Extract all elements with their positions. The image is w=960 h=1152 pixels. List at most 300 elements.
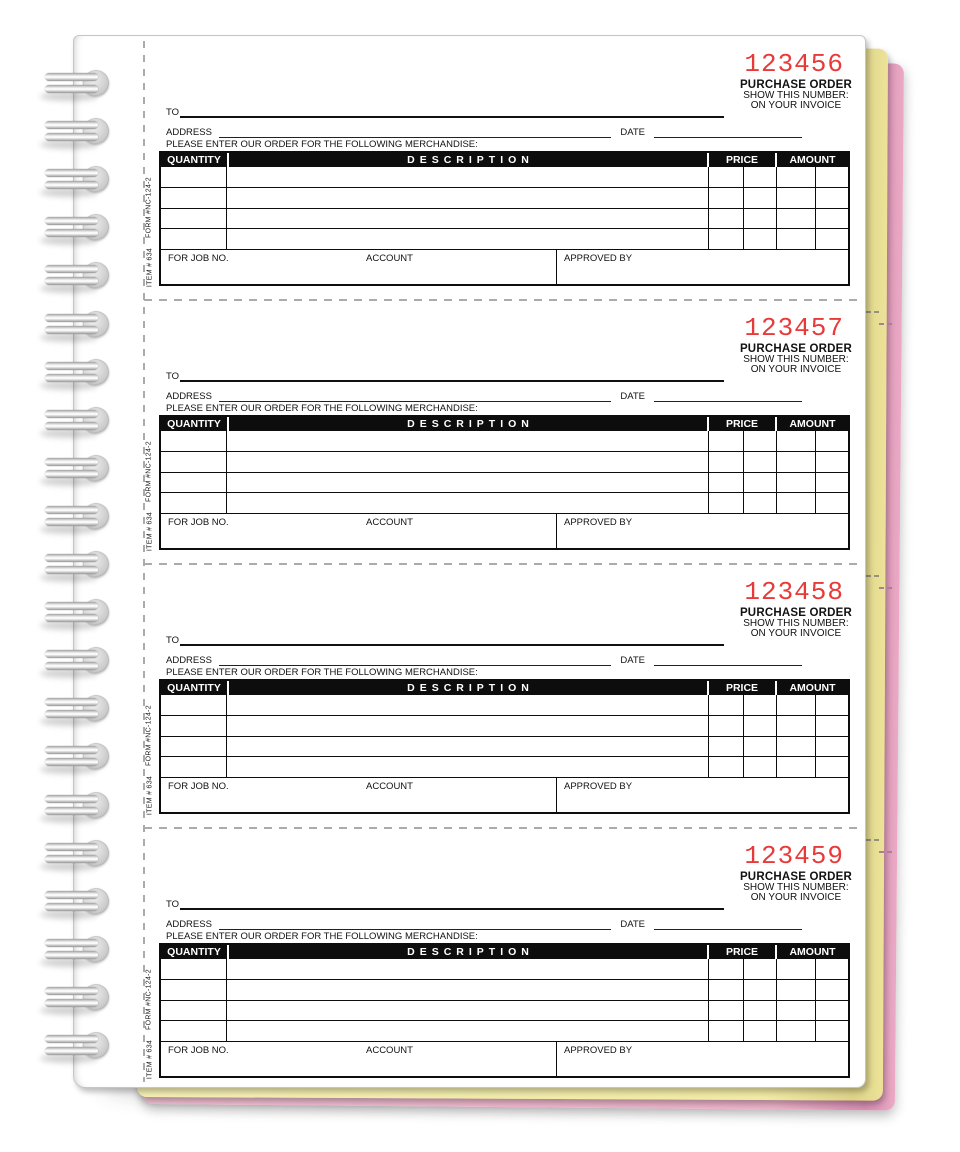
coil-wire bbox=[45, 458, 98, 466]
spiral-coil bbox=[45, 935, 111, 965]
coil-wire bbox=[45, 133, 98, 141]
perforation-mark-pink bbox=[879, 851, 892, 853]
to-row bbox=[166, 897, 724, 910]
amount-cents-cell bbox=[816, 980, 848, 1000]
show-number-line: SHOW THIS NUMBER: bbox=[743, 881, 849, 893]
quantity-column-header: QUANTITY bbox=[161, 945, 227, 959]
date-blank-line bbox=[654, 389, 802, 402]
coil-wire bbox=[45, 710, 98, 718]
amount-dollars-cell bbox=[777, 229, 816, 249]
price-dollars-cell bbox=[709, 188, 744, 208]
form-number: 123457 bbox=[744, 313, 844, 343]
show-number-line: SHOW THIS NUMBER: bbox=[743, 89, 849, 101]
coil-wire bbox=[45, 891, 98, 899]
table-row bbox=[161, 980, 848, 1001]
amount-cents-cell bbox=[816, 188, 848, 208]
amount-cents-cell bbox=[816, 1021, 848, 1041]
description-cell bbox=[227, 959, 709, 979]
job-account-cell bbox=[161, 250, 557, 284]
quantity-cell bbox=[161, 229, 227, 249]
spiral-coil bbox=[45, 310, 111, 340]
coil-wire bbox=[45, 326, 98, 334]
price-cents-cell bbox=[744, 959, 777, 979]
amount-cents-cell bbox=[816, 229, 848, 249]
on-invoice-line: ON YOUR INVOICE bbox=[750, 892, 842, 903]
spiral-coil bbox=[45, 165, 111, 195]
approved-by-cell bbox=[557, 1042, 848, 1076]
to-blank-line bbox=[180, 103, 724, 118]
amount-cents-cell bbox=[816, 493, 848, 513]
quantity-cell bbox=[161, 473, 227, 493]
approved-by-cell bbox=[557, 778, 848, 812]
account-label: ACCOUNT bbox=[366, 517, 413, 528]
purchase-order-title: PURCHASE ORDER bbox=[739, 79, 852, 91]
amount-cents-cell bbox=[816, 757, 848, 777]
description-column-header: DESCRIPTION bbox=[229, 945, 707, 959]
price-column-header: PRICE bbox=[709, 153, 775, 167]
coil-wire bbox=[45, 470, 98, 478]
amount-cents-cell bbox=[816, 167, 848, 187]
quantity-cell bbox=[161, 1021, 227, 1041]
coil-wire bbox=[45, 566, 98, 574]
to-label: TO bbox=[166, 371, 180, 382]
amount-dollars-cell bbox=[777, 757, 816, 777]
price-dollars-cell bbox=[709, 959, 744, 979]
date-blank-line bbox=[654, 125, 802, 138]
price-cents-cell bbox=[744, 695, 777, 715]
address-row bbox=[166, 126, 802, 138]
order-table-header bbox=[161, 153, 848, 167]
amount-cents-cell bbox=[816, 1001, 848, 1021]
coil-wire bbox=[45, 746, 98, 754]
price-dollars-cell bbox=[709, 229, 744, 249]
form-number: 123456 bbox=[744, 49, 844, 79]
order-table bbox=[159, 943, 850, 1078]
amount-dollars-cell bbox=[777, 431, 816, 451]
form-code-vertical: FORM #NC-124-2 bbox=[145, 705, 153, 766]
order-table-footer bbox=[161, 514, 848, 548]
show-number-line: SHOW THIS NUMBER: bbox=[743, 353, 849, 365]
purchase-order-form-1 bbox=[74, 36, 865, 300]
approved-by-label: APPROVED BY bbox=[564, 781, 633, 792]
date-label: DATE bbox=[620, 655, 645, 666]
description-cell bbox=[227, 431, 709, 451]
table-row bbox=[161, 431, 848, 452]
table-row bbox=[161, 737, 848, 758]
description-cell bbox=[227, 493, 709, 513]
coil-wire bbox=[45, 650, 98, 658]
address-label: ADDRESS bbox=[166, 919, 212, 930]
amount-dollars-cell bbox=[777, 188, 816, 208]
coil-wire bbox=[45, 85, 98, 93]
description-cell bbox=[227, 209, 709, 229]
form-code-vertical: FORM #NC-124-2 bbox=[145, 441, 153, 502]
description-cell bbox=[227, 737, 709, 757]
item-code-vertical: ITEM # 634 bbox=[146, 1039, 154, 1080]
account-label: ACCOUNT bbox=[366, 1045, 413, 1056]
description-cell bbox=[227, 1001, 709, 1021]
form-number: 123458 bbox=[744, 577, 844, 607]
approved-by-label: APPROVED BY bbox=[564, 517, 633, 528]
account-label: ACCOUNT bbox=[366, 781, 413, 792]
item-code-vertical: ITEM # 634 bbox=[146, 247, 154, 288]
table-row bbox=[161, 167, 848, 188]
purchase-order-form-4 bbox=[74, 828, 865, 1092]
address-label: ADDRESS bbox=[166, 127, 212, 138]
instruction-text: PLEASE ENTER OUR ORDER FOR THE FOLLOWING MERCHANDISE: bbox=[166, 667, 478, 678]
description-cell bbox=[227, 473, 709, 493]
coil-wire bbox=[45, 614, 98, 622]
amount-cents-cell bbox=[816, 431, 848, 451]
amount-cents-cell bbox=[816, 209, 848, 229]
amount-dollars-cell bbox=[777, 209, 816, 229]
spiral-coil bbox=[45, 117, 111, 147]
white-top-sheet bbox=[73, 35, 866, 1088]
quantity-column-header: QUANTITY bbox=[161, 681, 227, 695]
order-table-body bbox=[161, 695, 848, 778]
quantity-cell bbox=[161, 209, 227, 229]
coil-wire bbox=[45, 758, 98, 766]
date-blank-line bbox=[654, 917, 802, 930]
amount-dollars-cell bbox=[777, 737, 816, 757]
date-label: DATE bbox=[620, 391, 645, 402]
price-dollars-cell bbox=[709, 737, 744, 757]
amount-dollars-cell bbox=[777, 167, 816, 187]
description-cell bbox=[227, 167, 709, 187]
purchase-order-form-2 bbox=[74, 300, 865, 564]
instruction-text: PLEASE ENTER OUR ORDER FOR THE FOLLOWING MERCHANDISE: bbox=[166, 931, 478, 942]
quantity-cell bbox=[161, 980, 227, 1000]
spiral-coil bbox=[45, 358, 111, 388]
address-label: ADDRESS bbox=[166, 655, 212, 666]
coil-wire bbox=[45, 518, 98, 526]
perforation-mark-pink bbox=[879, 587, 892, 589]
to-blank-line bbox=[180, 895, 724, 910]
coil-wire bbox=[45, 855, 98, 863]
description-column-header: DESCRIPTION bbox=[229, 417, 707, 431]
for-job-no-label: FOR JOB NO. bbox=[168, 1045, 229, 1056]
amount-dollars-cell bbox=[777, 959, 816, 979]
description-cell bbox=[227, 188, 709, 208]
address-blank-line bbox=[219, 125, 611, 138]
for-job-no-label: FOR JOB NO. bbox=[168, 781, 229, 792]
on-invoice-line: ON YOUR INVOICE bbox=[750, 100, 842, 111]
spiral-coil bbox=[45, 983, 111, 1013]
price-cents-cell bbox=[744, 1021, 777, 1041]
price-cents-cell bbox=[744, 980, 777, 1000]
spiral-coil bbox=[45, 887, 111, 917]
coil-wire bbox=[45, 422, 98, 430]
description-cell bbox=[227, 452, 709, 472]
coil-wire bbox=[45, 314, 98, 322]
to-row bbox=[166, 105, 724, 118]
order-table bbox=[159, 415, 850, 550]
perforation-mark-yellow bbox=[866, 575, 879, 577]
coil-wire bbox=[45, 999, 98, 1007]
form-title-block bbox=[740, 344, 852, 376]
price-dollars-cell bbox=[709, 1001, 744, 1021]
job-account-cell bbox=[161, 514, 557, 548]
perforation-line-horizontal bbox=[144, 563, 863, 565]
for-job-no-label: FOR JOB NO. bbox=[168, 517, 229, 528]
price-cents-cell bbox=[744, 452, 777, 472]
approved-by-cell bbox=[557, 250, 848, 284]
stub-perforation-line-vertical bbox=[143, 41, 145, 1082]
price-column-header: PRICE bbox=[709, 945, 775, 959]
amount-cents-cell bbox=[816, 452, 848, 472]
quantity-cell bbox=[161, 757, 227, 777]
price-dollars-cell bbox=[709, 167, 744, 187]
coil-wire bbox=[45, 217, 98, 225]
spiral-coil bbox=[45, 502, 111, 532]
spiral-coil bbox=[45, 1031, 111, 1061]
price-dollars-cell bbox=[709, 493, 744, 513]
table-row bbox=[161, 716, 848, 737]
date-label: DATE bbox=[620, 127, 645, 138]
quantity-cell bbox=[161, 1001, 227, 1021]
description-cell bbox=[227, 229, 709, 249]
description-column-header: DESCRIPTION bbox=[229, 153, 707, 167]
perforation-line-horizontal bbox=[144, 299, 863, 301]
to-blank-line bbox=[180, 631, 724, 646]
quantity-cell bbox=[161, 737, 227, 757]
quantity-column-header: QUANTITY bbox=[161, 153, 227, 167]
table-row bbox=[161, 757, 848, 778]
price-cents-cell bbox=[744, 473, 777, 493]
price-column-header: PRICE bbox=[709, 417, 775, 431]
coil-wire bbox=[45, 951, 98, 959]
amount-cents-cell bbox=[816, 473, 848, 493]
table-row bbox=[161, 473, 848, 494]
spiral-coil bbox=[45, 550, 111, 580]
amount-dollars-cell bbox=[777, 695, 816, 715]
on-invoice-line: ON YOUR INVOICE bbox=[750, 628, 842, 639]
perforation-mark-yellow bbox=[866, 839, 879, 841]
amount-cents-cell bbox=[816, 959, 848, 979]
quantity-cell bbox=[161, 493, 227, 513]
spiral-coil bbox=[45, 598, 111, 628]
on-invoice-line: ON YOUR INVOICE bbox=[750, 364, 842, 375]
to-label: TO bbox=[166, 635, 180, 646]
quantity-cell bbox=[161, 452, 227, 472]
quantity-cell bbox=[161, 431, 227, 451]
purchase-order-title: PURCHASE ORDER bbox=[739, 871, 852, 883]
coil-wire bbox=[45, 903, 98, 911]
perforation-mark-yellow bbox=[866, 311, 879, 313]
description-cell bbox=[227, 757, 709, 777]
purchase-order-title: PURCHASE ORDER bbox=[739, 607, 852, 619]
quantity-column-header: QUANTITY bbox=[161, 417, 227, 431]
coil-wire bbox=[45, 169, 98, 177]
amount-dollars-cell bbox=[777, 716, 816, 736]
item-code-vertical: ITEM # 634 bbox=[146, 511, 154, 552]
price-cents-cell bbox=[744, 431, 777, 451]
to-blank-line bbox=[180, 367, 724, 382]
address-row bbox=[166, 918, 802, 930]
price-dollars-cell bbox=[709, 473, 744, 493]
order-table-footer bbox=[161, 778, 848, 812]
description-cell bbox=[227, 980, 709, 1000]
order-table bbox=[159, 151, 850, 286]
amount-column-header: AMOUNT bbox=[777, 945, 848, 959]
coil-wire bbox=[45, 843, 98, 851]
table-row bbox=[161, 188, 848, 209]
amount-dollars-cell bbox=[777, 452, 816, 472]
purchase-order-title: PURCHASE ORDER bbox=[739, 343, 852, 355]
address-blank-line bbox=[219, 917, 611, 930]
form-code-vertical: FORM #NC-124-2 bbox=[145, 969, 153, 1030]
coil-wire bbox=[45, 181, 98, 189]
coil-wire bbox=[45, 795, 98, 803]
show-number-line: SHOW THIS NUMBER: bbox=[743, 617, 849, 629]
form-code-vertical: FORM #NC-124-2 bbox=[145, 177, 153, 238]
coil-wire bbox=[45, 939, 98, 947]
price-cents-cell bbox=[744, 716, 777, 736]
order-table-header bbox=[161, 945, 848, 959]
job-account-cell bbox=[161, 1042, 557, 1076]
amount-dollars-cell bbox=[777, 493, 816, 513]
to-row bbox=[166, 633, 724, 646]
description-column-header: DESCRIPTION bbox=[229, 681, 707, 695]
coil-wire bbox=[45, 602, 98, 610]
spiral-coil bbox=[45, 839, 111, 869]
quantity-cell bbox=[161, 695, 227, 715]
table-row bbox=[161, 229, 848, 250]
spiral-coil bbox=[45, 213, 111, 243]
form-title-block bbox=[740, 872, 852, 904]
order-table-header bbox=[161, 681, 848, 695]
quantity-cell bbox=[161, 716, 227, 736]
form-number: 123459 bbox=[744, 841, 844, 871]
job-account-cell bbox=[161, 778, 557, 812]
perforation-mark-pink bbox=[879, 323, 892, 325]
table-row bbox=[161, 1021, 848, 1042]
price-dollars-cell bbox=[709, 716, 744, 736]
address-blank-line bbox=[219, 653, 611, 666]
order-table-footer bbox=[161, 250, 848, 284]
spiral-coil bbox=[45, 791, 111, 821]
order-table-footer bbox=[161, 1042, 848, 1076]
spiral-coil bbox=[45, 406, 111, 436]
item-code-vertical: ITEM # 634 bbox=[146, 775, 154, 816]
purchase-order-form-3 bbox=[74, 564, 865, 828]
account-label: ACCOUNT bbox=[366, 253, 413, 264]
address-row bbox=[166, 654, 802, 666]
approved-by-cell bbox=[557, 514, 848, 548]
spiral-coil bbox=[45, 694, 111, 724]
amount-column-header: AMOUNT bbox=[777, 417, 848, 431]
order-table-body bbox=[161, 167, 848, 250]
amount-column-header: AMOUNT bbox=[777, 681, 848, 695]
amount-cents-cell bbox=[816, 737, 848, 757]
price-dollars-cell bbox=[709, 980, 744, 1000]
coil-wire bbox=[45, 374, 98, 382]
quantity-cell bbox=[161, 959, 227, 979]
coil-wire bbox=[45, 506, 98, 514]
to-label: TO bbox=[166, 899, 180, 910]
price-dollars-cell bbox=[709, 209, 744, 229]
instruction-text: PLEASE ENTER OUR ORDER FOR THE FOLLOWING MERCHANDISE: bbox=[166, 403, 478, 414]
spiral-coil bbox=[45, 69, 111, 99]
amount-dollars-cell bbox=[777, 1021, 816, 1041]
coil-wire bbox=[45, 229, 98, 237]
description-cell bbox=[227, 716, 709, 736]
table-row bbox=[161, 493, 848, 514]
coil-wire bbox=[45, 265, 98, 273]
quantity-cell bbox=[161, 167, 227, 187]
address-row bbox=[166, 390, 802, 402]
approved-by-label: APPROVED BY bbox=[564, 253, 633, 264]
coil-wire bbox=[45, 554, 98, 562]
date-label: DATE bbox=[620, 919, 645, 930]
quantity-cell bbox=[161, 188, 227, 208]
amount-dollars-cell bbox=[777, 980, 816, 1000]
table-row bbox=[161, 959, 848, 980]
to-label: TO bbox=[166, 107, 180, 118]
table-row bbox=[161, 209, 848, 230]
amount-cents-cell bbox=[816, 695, 848, 715]
coil-wire bbox=[45, 73, 98, 81]
amount-cents-cell bbox=[816, 716, 848, 736]
price-cents-cell bbox=[744, 737, 777, 757]
for-job-no-label: FOR JOB NO. bbox=[168, 253, 229, 264]
price-cents-cell bbox=[744, 209, 777, 229]
coil-wire bbox=[45, 362, 98, 370]
description-cell bbox=[227, 1021, 709, 1041]
to-row bbox=[166, 369, 724, 382]
coil-wire bbox=[45, 987, 98, 995]
amount-dollars-cell bbox=[777, 1001, 816, 1021]
amount-dollars-cell bbox=[777, 473, 816, 493]
table-row bbox=[161, 1001, 848, 1022]
price-dollars-cell bbox=[709, 695, 744, 715]
order-table-body bbox=[161, 959, 848, 1042]
coil-wire bbox=[45, 1035, 98, 1043]
price-dollars-cell bbox=[709, 757, 744, 777]
coil-wire bbox=[45, 121, 98, 129]
price-column-header: PRICE bbox=[709, 681, 775, 695]
coil-wire bbox=[45, 277, 98, 285]
spiral-coil bbox=[45, 646, 111, 676]
price-dollars-cell bbox=[709, 452, 744, 472]
form-title-block bbox=[740, 608, 852, 640]
price-dollars-cell bbox=[709, 1021, 744, 1041]
form-title-block bbox=[740, 80, 852, 112]
description-cell bbox=[227, 695, 709, 715]
spiral-coil bbox=[45, 261, 111, 291]
table-row bbox=[161, 452, 848, 473]
table-row bbox=[161, 695, 848, 716]
spiral-coil bbox=[45, 454, 111, 484]
date-blank-line bbox=[654, 653, 802, 666]
coil-wire bbox=[45, 410, 98, 418]
perforation-line-horizontal bbox=[144, 827, 863, 829]
price-cents-cell bbox=[744, 188, 777, 208]
order-table-header bbox=[161, 417, 848, 431]
price-dollars-cell bbox=[709, 431, 744, 451]
coil-wire bbox=[45, 662, 98, 670]
price-cents-cell bbox=[744, 493, 777, 513]
coil-wire bbox=[45, 807, 98, 815]
price-cents-cell bbox=[744, 229, 777, 249]
address-blank-line bbox=[219, 389, 611, 402]
amount-column-header: AMOUNT bbox=[777, 153, 848, 167]
approved-by-label: APPROVED BY bbox=[564, 1045, 633, 1056]
address-label: ADDRESS bbox=[166, 391, 212, 402]
coil-wire bbox=[45, 1047, 98, 1055]
coil-wire bbox=[45, 698, 98, 706]
price-cents-cell bbox=[744, 757, 777, 777]
